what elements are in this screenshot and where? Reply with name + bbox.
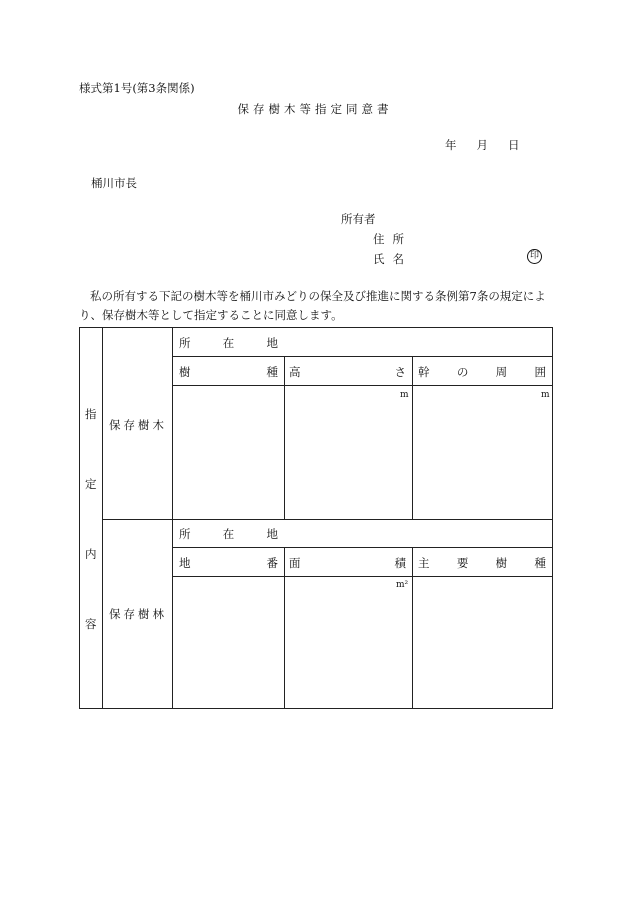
tree-location-label xyxy=(179,335,278,351)
table-divider xyxy=(172,356,552,357)
table-divider xyxy=(172,576,552,577)
girth-unit: m xyxy=(541,390,550,400)
label-char: 在 xyxy=(222,527,235,541)
label-char: 高 xyxy=(289,365,301,379)
owner-label: 所有者 xyxy=(341,212,376,226)
table-divider xyxy=(172,547,552,548)
forest-category-label: 保存樹林 xyxy=(109,607,167,621)
label-char: 樹 xyxy=(495,556,508,570)
seal-mark-icon: 印 xyxy=(527,249,542,264)
label-char: 要 xyxy=(456,556,469,570)
forest-location-label xyxy=(179,526,278,542)
date-line xyxy=(445,137,540,153)
label-char: さ xyxy=(394,365,406,379)
label-char: 在 xyxy=(222,336,235,350)
table-divider xyxy=(284,356,285,519)
addressee: 桶川市長 xyxy=(91,176,137,190)
designation-table xyxy=(79,327,553,709)
label-char: 主 xyxy=(418,556,430,570)
form-number: 様式第1号(第3条関係) xyxy=(79,81,195,95)
table-divider xyxy=(412,356,413,519)
label-char: 周 xyxy=(495,365,508,379)
label-char: 地 xyxy=(179,556,191,570)
side-label-char: 容 xyxy=(85,617,97,631)
month-label: 月 xyxy=(476,138,488,152)
label-char: 積 xyxy=(394,556,406,570)
side-label-char: 内 xyxy=(85,547,97,561)
name-label: 氏名 xyxy=(373,252,412,266)
year-label: 年 xyxy=(445,138,457,152)
side-label-char: 指 xyxy=(85,407,97,421)
tree-girth-label xyxy=(418,364,546,380)
forest-area-label xyxy=(289,555,406,571)
height-unit: m xyxy=(400,390,409,400)
consent-statement: 私の所有する下記の樹木等を桶川市みどりの保全及び推進に関する条例第7条の規定により、保存樹木等として指定することに同意します。 xyxy=(79,289,546,322)
table-divider xyxy=(102,519,552,520)
address-label: 住所 xyxy=(373,232,412,246)
side-label-char: 定 xyxy=(85,477,97,491)
day-label: 日 xyxy=(508,138,520,152)
label-char: 番 xyxy=(266,556,278,570)
table-divider xyxy=(102,328,103,708)
label-char: 樹 xyxy=(179,365,191,379)
label-char: の xyxy=(456,365,469,379)
table-divider xyxy=(284,547,285,708)
forest-lot-label xyxy=(179,555,278,571)
label-char: 地 xyxy=(266,527,278,541)
tree-height-label xyxy=(289,364,406,380)
label-char: 所 xyxy=(179,336,191,350)
label-char: 種 xyxy=(266,365,278,379)
table-divider xyxy=(172,385,552,386)
tree-category-label: 保存樹木 xyxy=(109,418,167,432)
label-char: 地 xyxy=(266,336,278,350)
tree-species-label xyxy=(179,364,278,380)
label-char: 幹 xyxy=(418,365,430,379)
area-unit: m² xyxy=(396,580,409,590)
document-title: 保存樹木等指定同意書 xyxy=(237,102,393,116)
label-char: 囲 xyxy=(534,365,546,379)
label-char: 面 xyxy=(289,556,301,570)
forest-main-species-label xyxy=(418,555,546,571)
label-char: 所 xyxy=(179,527,191,541)
label-char: 種 xyxy=(534,556,546,570)
table-divider xyxy=(412,547,413,708)
